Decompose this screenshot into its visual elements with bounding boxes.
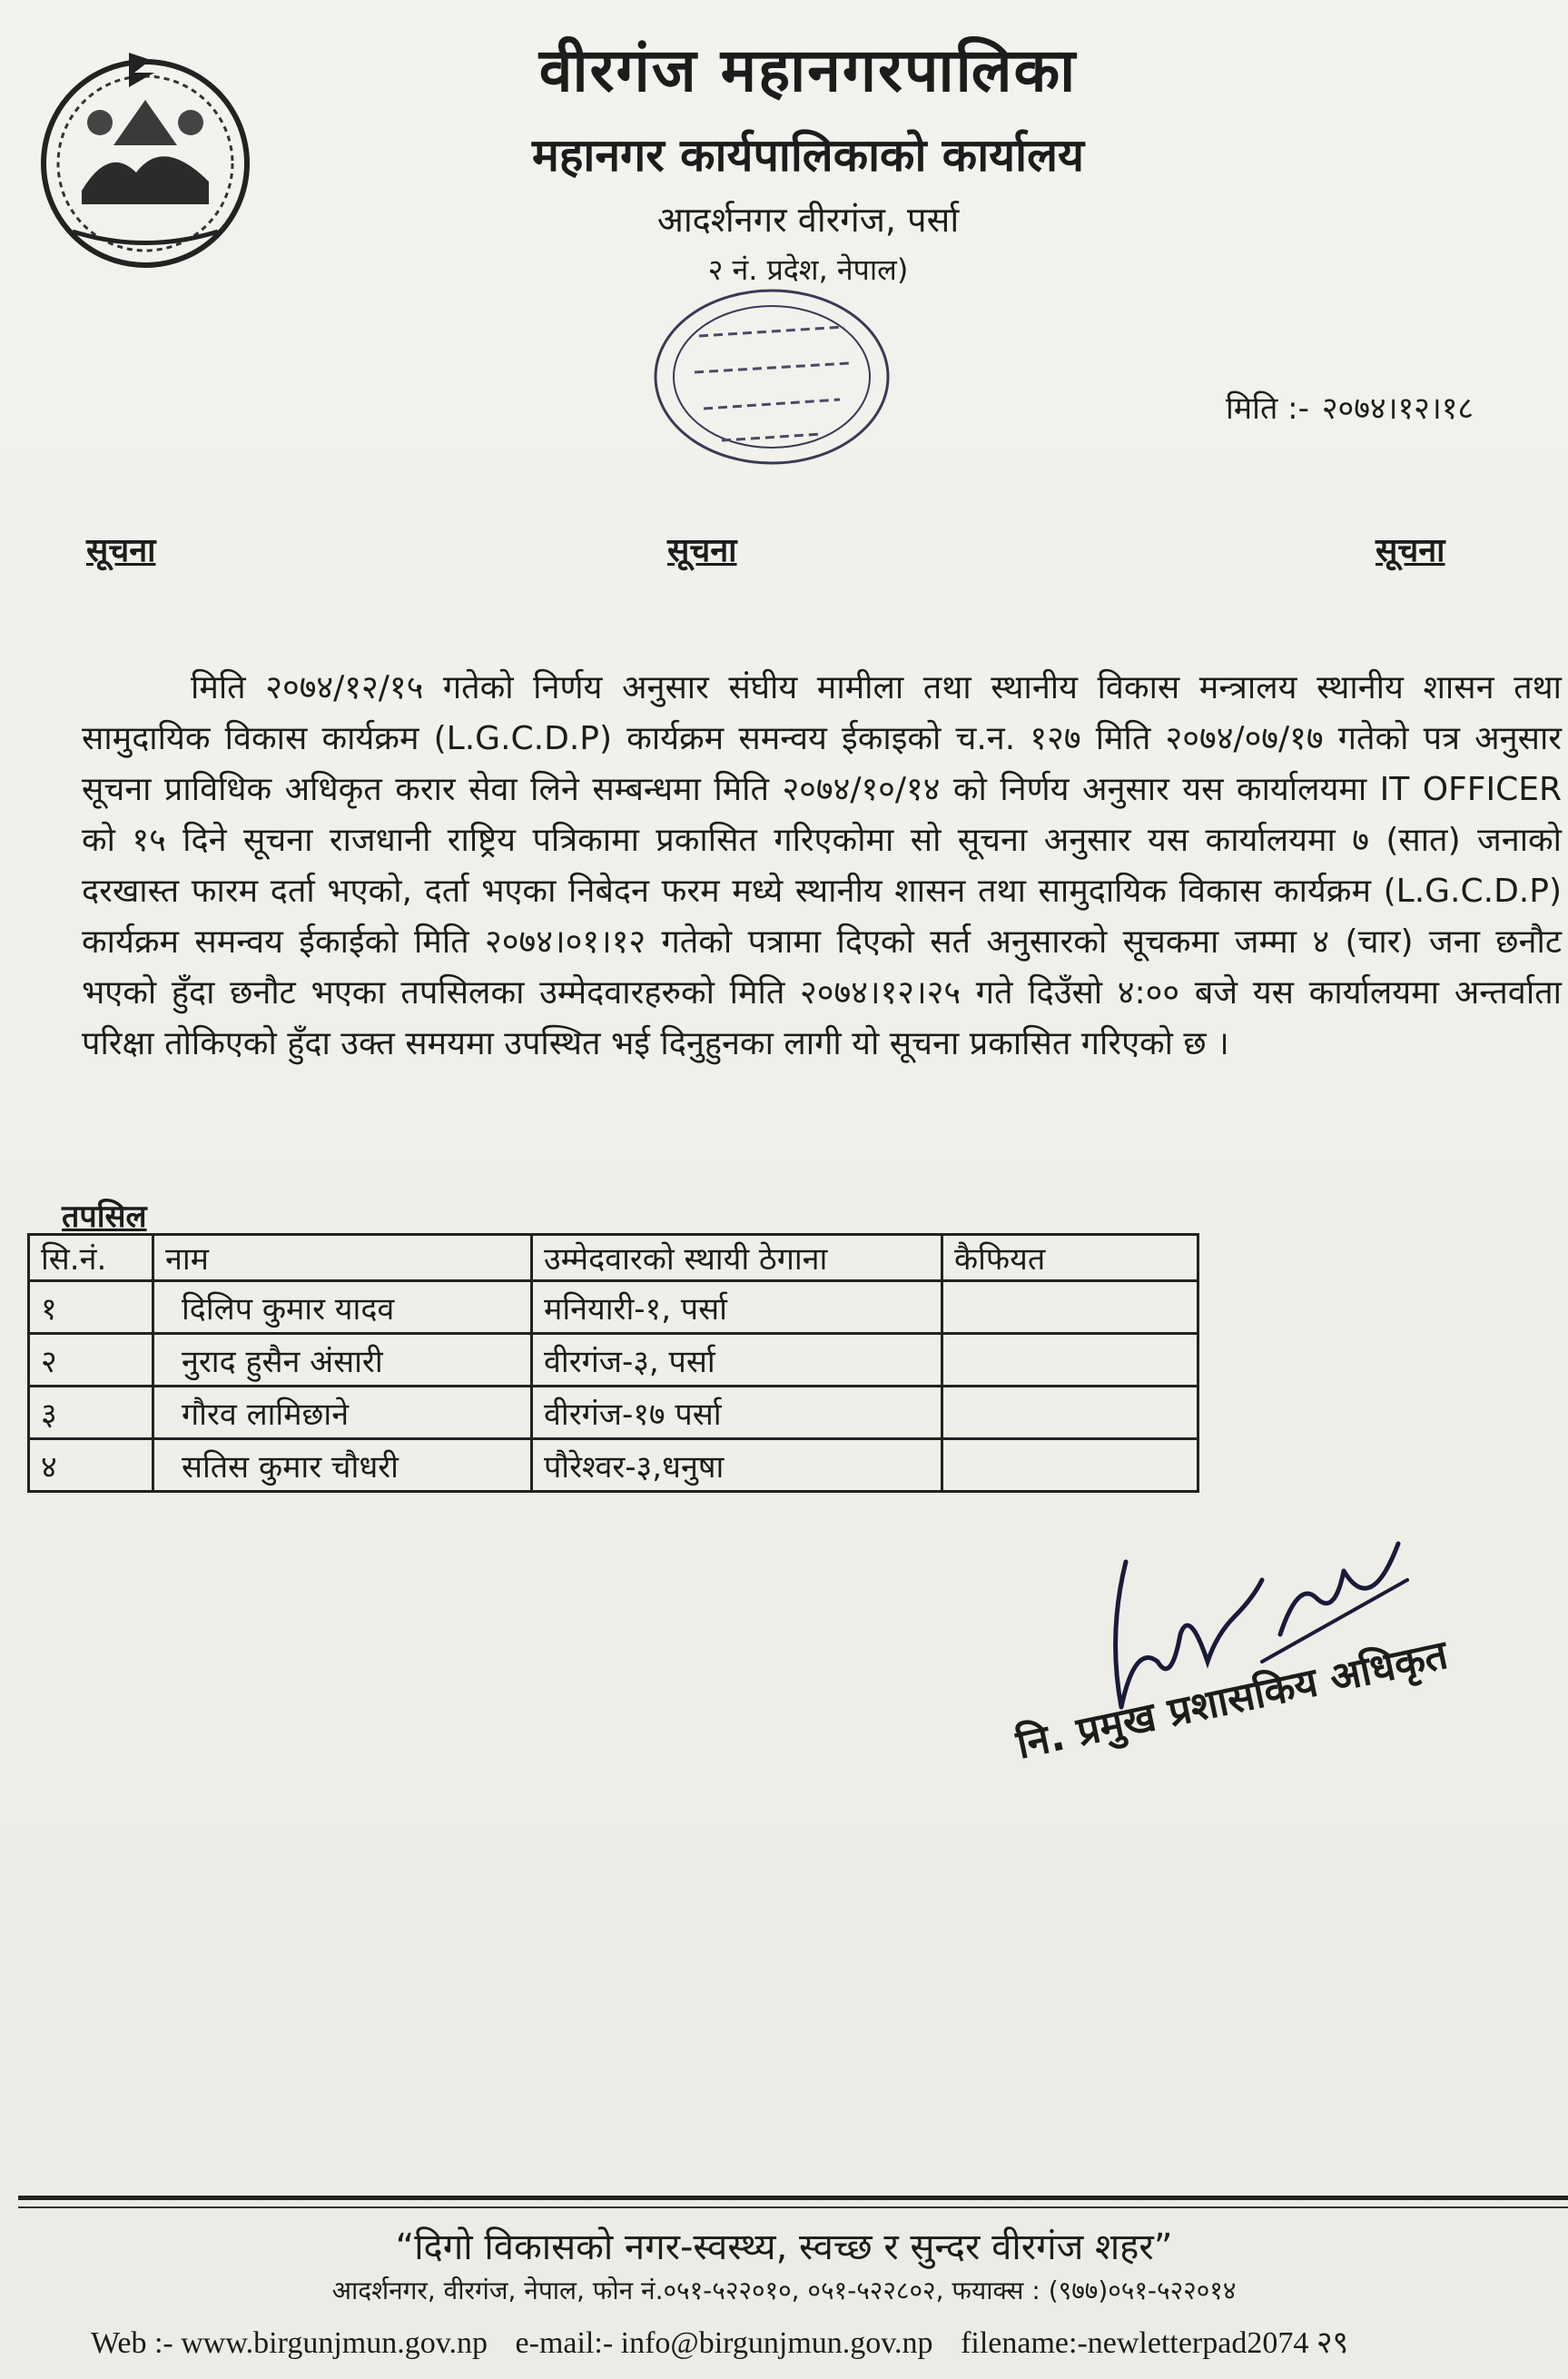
table-row [29,1387,1198,1439]
cell-serial: ३ [29,1387,153,1439]
footer-contact: आदर्शनगर, वीरगंज, नेपाल, फोन नं.०५१-५२२०१०, ०५१-५२२८०२, फयाक्स : (९७७)०५१-५२२०१४ [331,2275,1237,2305]
footer-website-link[interactable]: Web :- www.birgunjmun.gov.np [91,2326,488,2360]
footer-filename: filename:-newletterpad2074 २९ [961,2326,1349,2360]
footer-email-link[interactable]: e-mail:- info@birgunjmun.gov.np [515,2326,933,2360]
nepal-emblem-icon [27,36,263,272]
cell-remarks [942,1439,1198,1492]
footer-divider [18,2196,1568,2200]
cell-address: मनियारी-१, पर्सा [532,1281,942,1334]
col-name: नाम [153,1235,532,1281]
cell-remarks [942,1387,1198,1439]
cell-name: गौरव लामिछाने [153,1387,532,1439]
cell-address: वीरगंज-१७ पर्सा [532,1387,942,1439]
signatory-title: नि. प्रमुख प्रशासकिय अधिकृत [1012,1631,1452,1769]
footer-divider-thin [18,2206,1568,2208]
cell-name: नुराद हुसैन अंसारी [153,1334,532,1387]
col-address: उम्मेदवारको स्थायी ठेगाना [532,1235,942,1281]
footer-web-line [91,2320,1368,2362]
cell-serial: १ [29,1281,153,1334]
cell-remarks [942,1281,1198,1334]
table-row [29,1334,1198,1387]
footer-motto: “दिगो विकासको नगर-स्वस्थ्य, स्वच्छ र सुन्दर वीरगंज शहर” [395,2226,1173,2268]
cell-address: पौरेश्वर-३,धनुषा [532,1439,942,1492]
notice-heading-right: सूचना [1376,532,1445,569]
cell-remarks [942,1334,1198,1387]
cell-serial: ४ [29,1439,153,1492]
details-label: तपसिल [62,1199,147,1235]
cell-name: सतिस कुमार चौधरी [153,1439,532,1492]
col-remarks: कैफियत [942,1235,1198,1281]
dispatch-stamp-icon [636,272,908,481]
cell-name: दिलिप कुमार यादव [153,1281,532,1334]
notice-body: मिति २०७४/१२/१५ गतेको निर्णय अनुसार संघीय मामीला तथा स्थानीय विकास मन्त्रालय स्थानीय शासन तथा सामुदायिक विकास कार्यक्रम (L.G.C.D.P) कार्यक्रम समन्वय ईकाइको च.न. १२७ मिति २०७४/०७/१७ गतेको पत्र अनुसार सूचना प्राविधिक अधिकृत करार सेवा लिने सम्बन्धमा मिति २०७४/१०/१४ को निर्णय अनुसार यस कार्यालयमा IT OFFICER को १५ दिने सूचना राजधानी राष्ट्रिय पत्रिकामा प्रकासित गरिएकोमा सो सूचना अनुसार यस कार्यालयमा ७ (सात) जनाको दरखास्त फारम दर्ता भएको, दर्ता भएका निबेदन फरम मध्ये स्थानीय शासन तथा सामुदायिक विकास कार्यक्रम (L.G.C.D.P) कार्यक्रम समन्वय ईकाईको मिति २०७४।०१।१२ गतेको पत्रामा दिएको सर्त अनुसारको सूचकमा जम्मा ४ (चार) जना छनौट भएको हुँदा छनौट भएका तपसिलका उम्मेदवारहरुको मिति २०७४।१२।२५ गते दिउँसो ४:०० बजे यस कार्यालयमा अन्तर्वाता परिक्षा तोकिएको हुँदा उक्त समयमा उपस्थित भई दिनुहुनका लागी यो सूचना प्रकासित गरिएको छ । [82,669,1562,1062]
table-row [29,1439,1198,1492]
col-serial: सि.नं. [29,1235,153,1281]
cell-address: वीरगंज-३, पर्सा [532,1334,942,1387]
table-header-row [29,1235,1198,1281]
notice-heading-center: सूचना [667,532,737,569]
candidate-table [27,1233,1199,1493]
table-row [29,1281,1198,1334]
cell-serial: २ [29,1334,153,1387]
date-value: २०७४।१२।१८ [1321,390,1474,427]
municipality-title: वीरगंज महानगरपालिका [538,35,1078,105]
office-address: आदर्शनगर वीरगंज, पर्सा [656,200,960,240]
notice-heading-left: सूचना [86,532,156,569]
office-province: २ नं. प्रदेश, नेपाल) [707,252,909,287]
date-label: मिति :- [1226,390,1309,427]
office-subtitle: महानगर कार्यपालिकाको कार्यालय [531,129,1084,182]
letter-date [1226,386,1474,428]
